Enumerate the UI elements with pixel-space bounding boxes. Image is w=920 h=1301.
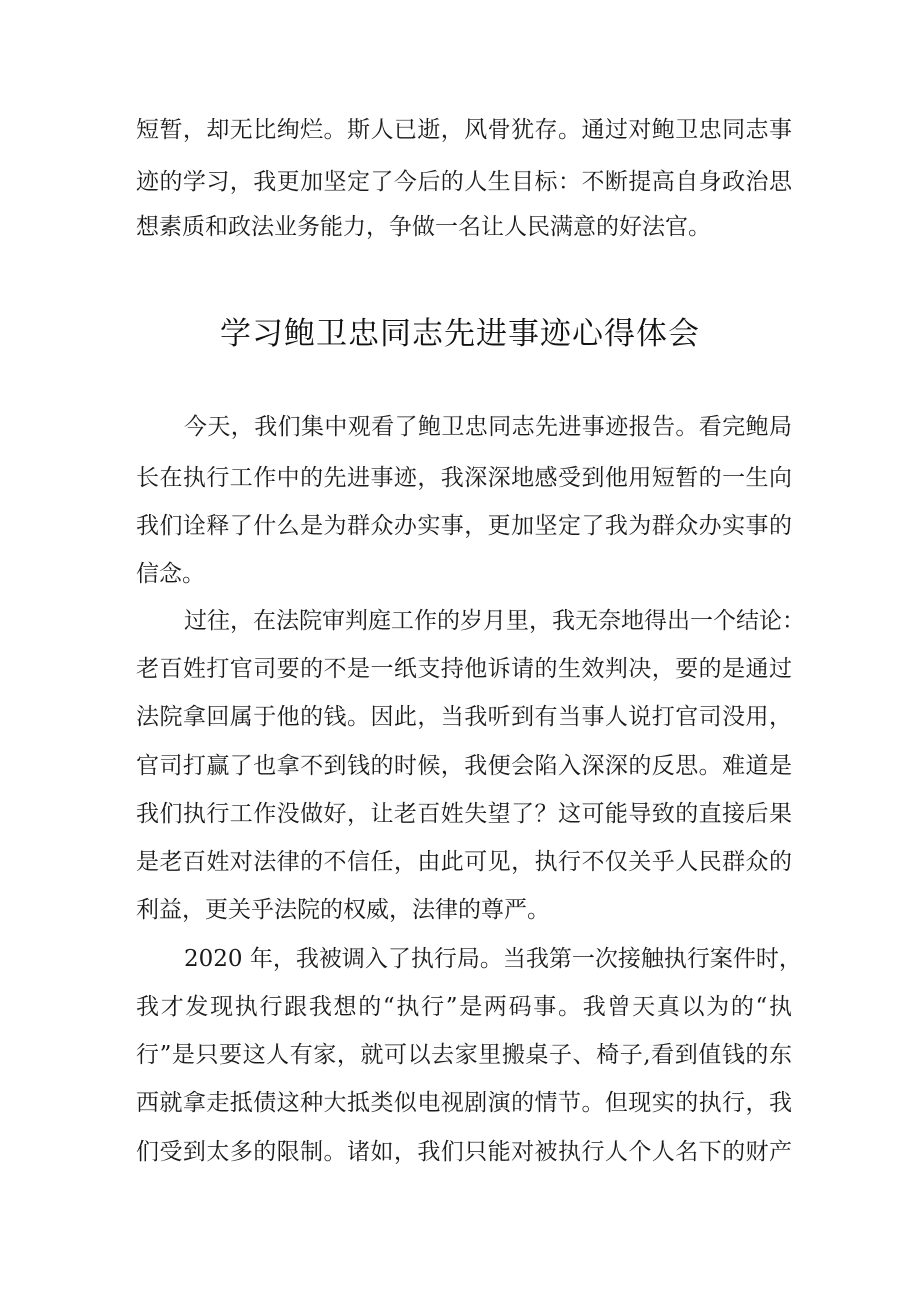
document-title: 学习鲍卫忠同志先进事迹心得体会 xyxy=(220,316,700,352)
paragraph-line: 长在执行工作中的先进事迹，我深深地感受到他用短暂的一生向 xyxy=(136,465,792,491)
paragraph-line: 2020 年，我被调入了执行局。当我第一次接触执行案件时， xyxy=(184,946,802,972)
paragraph-line: 利益，更关乎法院的权威，法律的尊严。 xyxy=(136,897,550,923)
paragraph-line: 行”是只要这人有家，就可以去家里搬桌子、椅子,看到值钱的东 xyxy=(136,1042,792,1068)
intro-line: 迹的学习，我更加坚定了今后的人生目标：不断提高自身政治思 xyxy=(136,169,792,195)
paragraph-line: 老百姓打官司要的不是一纸支持他诉请的生效判决，要的是通过 xyxy=(136,656,792,682)
paragraph-line: 信念。 xyxy=(136,561,205,587)
paragraph-line: 西就拿走抵债这种大抵类似电视剧演的情节。但现实的执行，我 xyxy=(136,1090,792,1116)
paragraph-line: 是老百姓对法律的不信任，由此可见，执行不仅关乎人民群众的 xyxy=(136,849,792,875)
intro-line: 想素质和政法业务能力，争做一名让人民满意的好法官。 xyxy=(136,214,711,240)
paragraph-line: 们受到太多的限制。诸如，我们只能对被执行人个人名下的财产 xyxy=(136,1139,792,1165)
paragraph-line: 今天，我们集中观看了鲍卫忠同志先进事迹报告。看完鲍局 xyxy=(184,414,792,440)
paragraph-line: 我们诠释了什么是为群众办实事，更加坚定了我为群众办实事的 xyxy=(136,513,792,539)
intro-line: 短暂，却无比绚烂。斯人已逝，风骨犹存。通过对鲍卫忠同志事 xyxy=(136,117,792,143)
paragraph-line: 官司打赢了也拿不到钱的时候，我便会陷入深深的反思。难道是 xyxy=(136,753,792,779)
paragraph-line: 我才发现执行跟我想的“执行”是两码事。我曾天真以为的“执 xyxy=(136,994,792,1020)
paragraph-line: 过往，在法院审判庭工作的岁月里，我无奈地得出一个结论： xyxy=(184,608,805,634)
paragraph-line: 我们执行工作没做好，让老百姓失望了？这可能导致的直接后果 xyxy=(136,801,792,827)
paragraph-line: 法院拿回属于他的钱。因此，当我听到有当事人说打官司没用， xyxy=(136,704,792,730)
